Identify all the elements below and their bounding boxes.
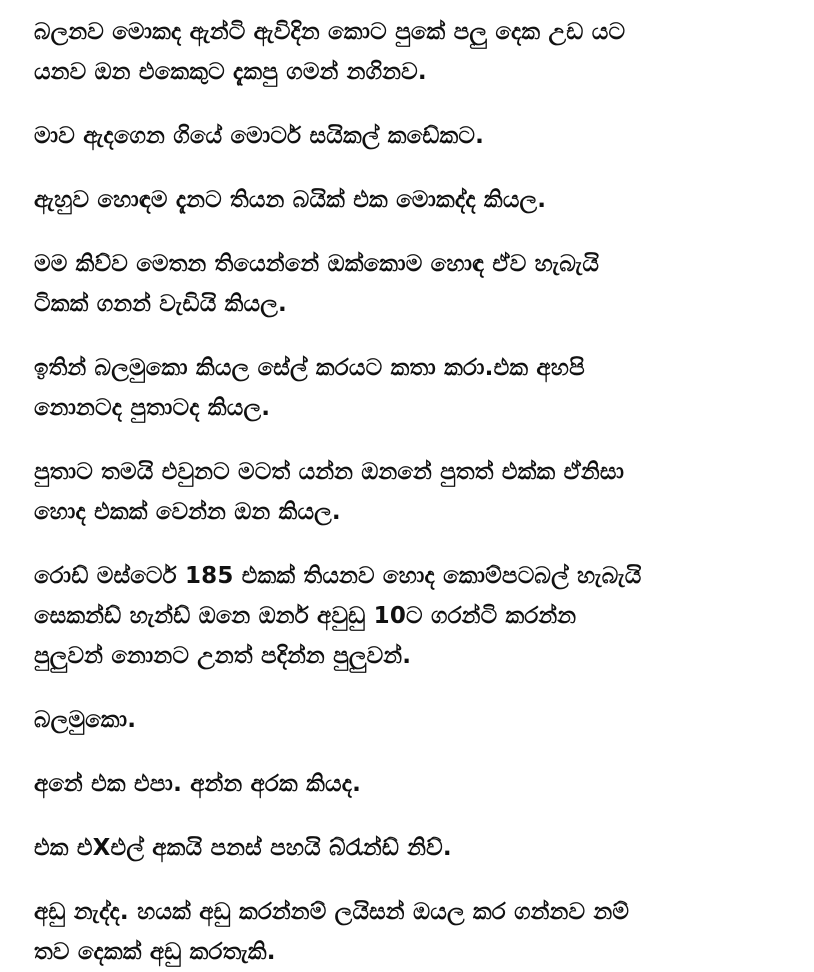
paragraph-line: අඩු නැද්ද. හයක් අඩු කරන්නම් ලයිසන් ඔයල කර ගන්නව නම් — [34, 899, 630, 925]
paragraph-line: ඉතින් බලමුකො කියල සේල් කරයට කතා කරා.එක අහපි — [34, 355, 585, 381]
paragraph-line: බලමුකො. — [34, 707, 137, 733]
paragraph-line: ටිකක් ගනන් වැඩියි කියල. — [34, 291, 287, 317]
paragraph-2 — [34, 116, 794, 156]
paragraph-3 — [34, 180, 794, 220]
paragraph-line: නොනටද පුතාටද කියල. — [34, 395, 271, 421]
paragraph-line: මම කිව්ව මෙතන තියෙන්නේ ඔක්කොම හොඳ ඒව හැබැයි — [34, 251, 600, 277]
paragraph-line: පුතාට තමයි එවුනට මටත් යන්න ඔනනේ පුතත් එක්ක ඒනිසා — [34, 459, 625, 485]
paragraph-line: තව දෙකක් අඩු කරතැකි. — [34, 939, 276, 965]
paragraph-5 — [34, 348, 794, 428]
paragraph-8 — [34, 700, 794, 740]
paragraph-4 — [34, 244, 794, 324]
paragraph-line: බලනව මොකද ඇන්ටි ඇවිදින කොට පුකේ පලු දෙක උඩ යට — [34, 19, 626, 45]
paragraph-1 — [34, 12, 794, 92]
paragraph-line: පුලුවන් නොනට උනත් පදින්න පුලුවන්. — [34, 643, 412, 669]
paragraph-line: අනේ එක එපා. අන්න අරක කියද. — [34, 771, 362, 797]
paragraph-line: ඇහුව හොඳම දැනට තියන බයික් එක මොකද්ද කියල. — [34, 187, 547, 213]
paragraph-6 — [34, 452, 794, 532]
paragraph-7 — [34, 556, 794, 676]
paragraph-line: මාව ඇදගෙන ගියේ මොටර් සයිකල් කඩේකට. — [34, 123, 485, 149]
paragraph-11 — [34, 892, 794, 972]
paragraph-line: හොද එකක් වෙන්න ඔන කියල. — [34, 499, 341, 525]
paragraph-line: යනව ඔන එකෙකුට දැකපු ගමන් නගිනව. — [34, 59, 427, 85]
paragraph-10 — [34, 828, 794, 868]
paragraph-line: සෙකන්ඩ් හැන්ඩ් ඔනෙ ඔනර් අවුඩු 10ට ගරන්ටි කරන්න — [34, 603, 577, 629]
paragraph-line: රොඩ් මස්ටෙර් 185 එකක් තියනව හොද කොම්පටබල් හැබැයි — [34, 563, 642, 589]
paragraph-line: එක එXඑල් අකයි පනස් පහයි බ්රැන්ඩ් නිව්. — [34, 835, 452, 861]
paragraph-9 — [34, 764, 794, 804]
